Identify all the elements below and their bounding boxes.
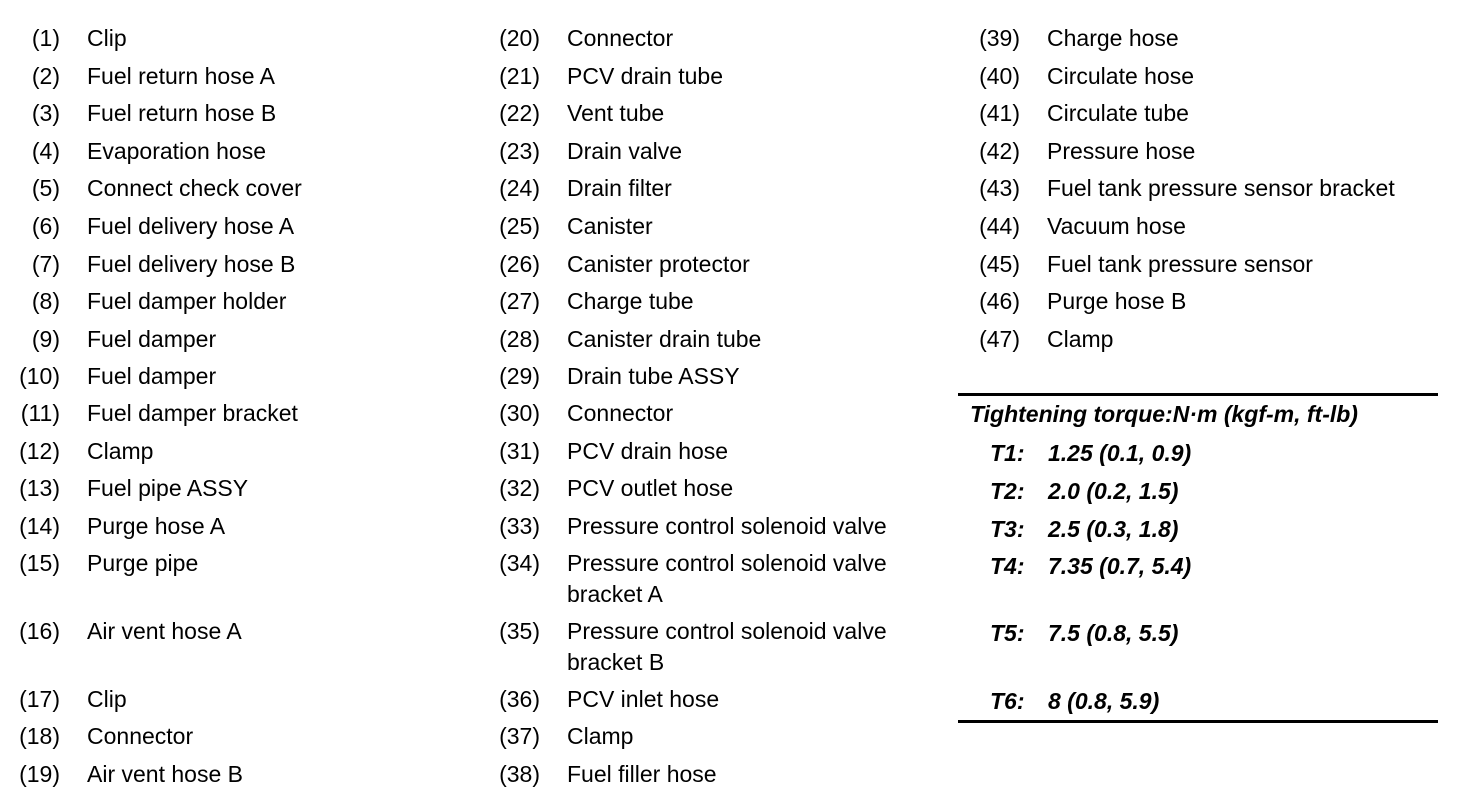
item-number: (45): [979, 251, 1020, 277]
item-number: (17): [19, 686, 60, 712]
item-number: (16): [19, 618, 60, 644]
item-name: [87, 23, 127, 53]
item-name-line: Pressure control solenoid valve: [567, 550, 887, 576]
item-name: [567, 136, 682, 166]
item-number: (41): [979, 100, 1020, 126]
item-name: [87, 211, 294, 241]
item-name-line: Connector: [87, 723, 194, 749]
item-number: (24): [499, 175, 540, 201]
item-name: [567, 173, 672, 203]
item-name: [567, 98, 664, 128]
item-number: (4): [31, 138, 60, 164]
item-name: [87, 286, 286, 316]
item-number: (8): [31, 288, 60, 314]
item-name: [567, 324, 761, 354]
item-number: (34): [499, 550, 540, 576]
item-number: (12): [19, 438, 60, 464]
item-name-line: Fuel damper: [87, 363, 217, 389]
torque-label: T4:: [990, 553, 1025, 579]
item-name-line: Drain tube ASSY: [567, 363, 740, 389]
item-name: [567, 473, 733, 503]
item-name: [567, 721, 633, 751]
item-number: (3): [31, 100, 60, 126]
item-number: (28): [499, 326, 540, 352]
item-number: (31): [499, 438, 540, 464]
item-name-line: Pressure control solenoid valve: [567, 618, 887, 644]
item-name-line: Fuel filler hose: [567, 761, 717, 787]
torque-value: 7.5 (0.8, 5.5): [1048, 620, 1179, 646]
item-name: [567, 361, 740, 391]
item-name: [87, 398, 298, 428]
torque-value: 7.35 (0.7, 5.4): [1048, 553, 1192, 579]
item-number: (10): [19, 363, 60, 389]
item-name: [87, 721, 193, 751]
item-name-line: Clamp: [567, 723, 634, 749]
item-number: (38): [499, 761, 540, 787]
item-name: [567, 61, 723, 91]
item-number: (32): [499, 475, 540, 501]
item-name: [87, 98, 276, 128]
item-name-line: Pressure hose: [1047, 138, 1196, 164]
item-name: [87, 249, 295, 279]
item-name-line: Circulate hose: [1047, 63, 1195, 89]
item-name-line: Purge pipe: [87, 550, 199, 576]
item-name: [1047, 98, 1189, 128]
item-number: (30): [499, 400, 540, 426]
item-name: [1047, 136, 1195, 166]
item-name: [87, 473, 248, 503]
item-number: (46): [979, 288, 1020, 314]
item-name: [87, 361, 216, 391]
item-number: (11): [20, 400, 60, 426]
item-number: (25): [499, 213, 540, 239]
torque-label: T6:: [990, 688, 1025, 714]
item-number: (1): [31, 25, 60, 51]
torque-label: T3:: [990, 516, 1025, 542]
item-name-line: Clip: [87, 25, 127, 51]
item-name: [87, 173, 302, 203]
item-name-line: PCV drain hose: [567, 438, 729, 464]
item-name: [567, 616, 887, 677]
item-number: (18): [19, 723, 60, 749]
item-name-line: Drain filter: [567, 175, 672, 201]
item-name-line: Canister drain tube: [567, 326, 762, 352]
item-name: [567, 398, 673, 428]
item-number: (42): [979, 138, 1020, 164]
item-name-line: Connector: [567, 25, 674, 51]
item-name-line: Fuel damper bracket: [87, 400, 298, 426]
item-name: [1047, 173, 1395, 203]
item-number: (26): [499, 251, 540, 277]
item-name: [567, 684, 719, 714]
item-number: (21): [499, 63, 540, 89]
item-number: (27): [499, 288, 540, 314]
item-name-line: Clamp: [87, 438, 154, 464]
item-name-line: PCV drain tube: [567, 63, 723, 89]
item-name-line: Vent tube: [567, 100, 665, 126]
item-name-line: Circulate tube: [1047, 100, 1189, 126]
torque-value: 2.0 (0.2, 1.5): [1048, 478, 1179, 504]
item-name: [87, 324, 216, 354]
item-name-line: Fuel return hose A: [87, 63, 275, 89]
item-name-line: Fuel damper: [87, 326, 217, 352]
item-name-line: bracket A: [567, 581, 663, 607]
item-name-line: Purge hose A: [87, 513, 226, 539]
item-name-line: Fuel delivery hose B: [87, 251, 296, 277]
item-name: [567, 211, 653, 241]
item-name-line: PCV outlet hose: [567, 475, 734, 501]
item-number: (29): [499, 363, 540, 389]
item-name: [567, 511, 887, 541]
item-number: (7): [31, 251, 60, 277]
item-name-line: Air vent hose B: [87, 761, 243, 787]
item-name-line: Vacuum hose: [1047, 213, 1186, 239]
item-name: [567, 249, 750, 279]
item-name: [87, 511, 225, 541]
torque-label: T1:: [990, 440, 1025, 466]
item-name: [567, 23, 673, 53]
item-name-line: Fuel return hose B: [87, 100, 277, 126]
item-name: [1047, 249, 1313, 279]
item-name-line: Fuel tank pressure sensor: [1047, 251, 1313, 277]
item-name-line: Clip: [87, 686, 127, 712]
item-name-line: Fuel damper holder: [87, 288, 287, 314]
item-number: (35): [499, 618, 540, 644]
item-number: (22): [499, 100, 540, 126]
item-name-line: Evaporation hose: [87, 138, 267, 164]
item-number: (40): [979, 63, 1020, 89]
item-name-line: Pressure control solenoid valve: [567, 513, 887, 539]
item-number: (43): [979, 175, 1020, 201]
item-name-line: Charge tube: [567, 288, 694, 314]
item-number: (37): [499, 723, 540, 749]
item-name: [567, 548, 887, 609]
item-number: (6): [31, 213, 60, 239]
item-name-line: Canister protector: [567, 251, 750, 277]
item-name: [87, 61, 275, 91]
item-name: [567, 286, 694, 316]
item-name-line: Charge hose: [1047, 25, 1179, 51]
item-name: [87, 616, 242, 646]
item-name-line: Connect check cover: [87, 175, 302, 201]
torque-table: [958, 393, 1438, 723]
item-number: (19): [19, 761, 60, 787]
item-number: (15): [19, 550, 60, 576]
item-name: [567, 759, 717, 789]
item-name: [87, 759, 243, 789]
item-name: [1047, 324, 1113, 354]
torque-value: 1.25 (0.1, 0.9): [1048, 440, 1192, 466]
item-name: [567, 436, 728, 466]
item-number: (47): [979, 326, 1020, 352]
item-name-line: Fuel tank pressure sensor bracket: [1047, 175, 1395, 201]
item-name: [87, 436, 153, 466]
item-number: (39): [979, 25, 1020, 51]
item-name-line: Fuel delivery hose A: [87, 213, 295, 239]
torque-value: 2.5 (0.3, 1.8): [1048, 516, 1179, 542]
item-name: [87, 548, 198, 578]
item-number: (9): [31, 326, 60, 352]
item-number: (20): [499, 25, 540, 51]
item-name-line: Purge hose B: [1047, 288, 1187, 314]
item-name: [1047, 286, 1186, 316]
item-name: [1047, 61, 1194, 91]
torque-label: T5:: [990, 620, 1025, 646]
item-number: (13): [19, 475, 60, 501]
item-name-line: Fuel pipe ASSY: [87, 475, 249, 501]
item-name: [87, 136, 266, 166]
torque-value: 8 (0.8, 5.9): [1048, 688, 1160, 714]
item-number: (5): [31, 175, 60, 201]
torque-label: T2:: [990, 478, 1025, 504]
torque-title: Tightening torque:N·m (kgf-m, ft-lb): [970, 401, 1358, 427]
item-name-line: PCV inlet hose: [567, 686, 720, 712]
item-name: [1047, 23, 1179, 53]
item-number: (44): [979, 213, 1020, 239]
item-name-line: Canister: [567, 213, 653, 239]
item-number: (23): [499, 138, 540, 164]
item-number: (33): [499, 513, 540, 539]
item-name-line: Clamp: [1047, 326, 1114, 352]
item-number: (14): [19, 513, 60, 539]
item-number: (36): [499, 686, 540, 712]
item-name-line: Connector: [567, 400, 674, 426]
item-name-line: Drain valve: [567, 138, 683, 164]
item-name: [87, 684, 127, 714]
item-number: (2): [31, 63, 60, 89]
item-name-line: bracket B: [567, 649, 665, 675]
item-name: [1047, 211, 1186, 241]
item-name-line: Air vent hose A: [87, 618, 242, 644]
